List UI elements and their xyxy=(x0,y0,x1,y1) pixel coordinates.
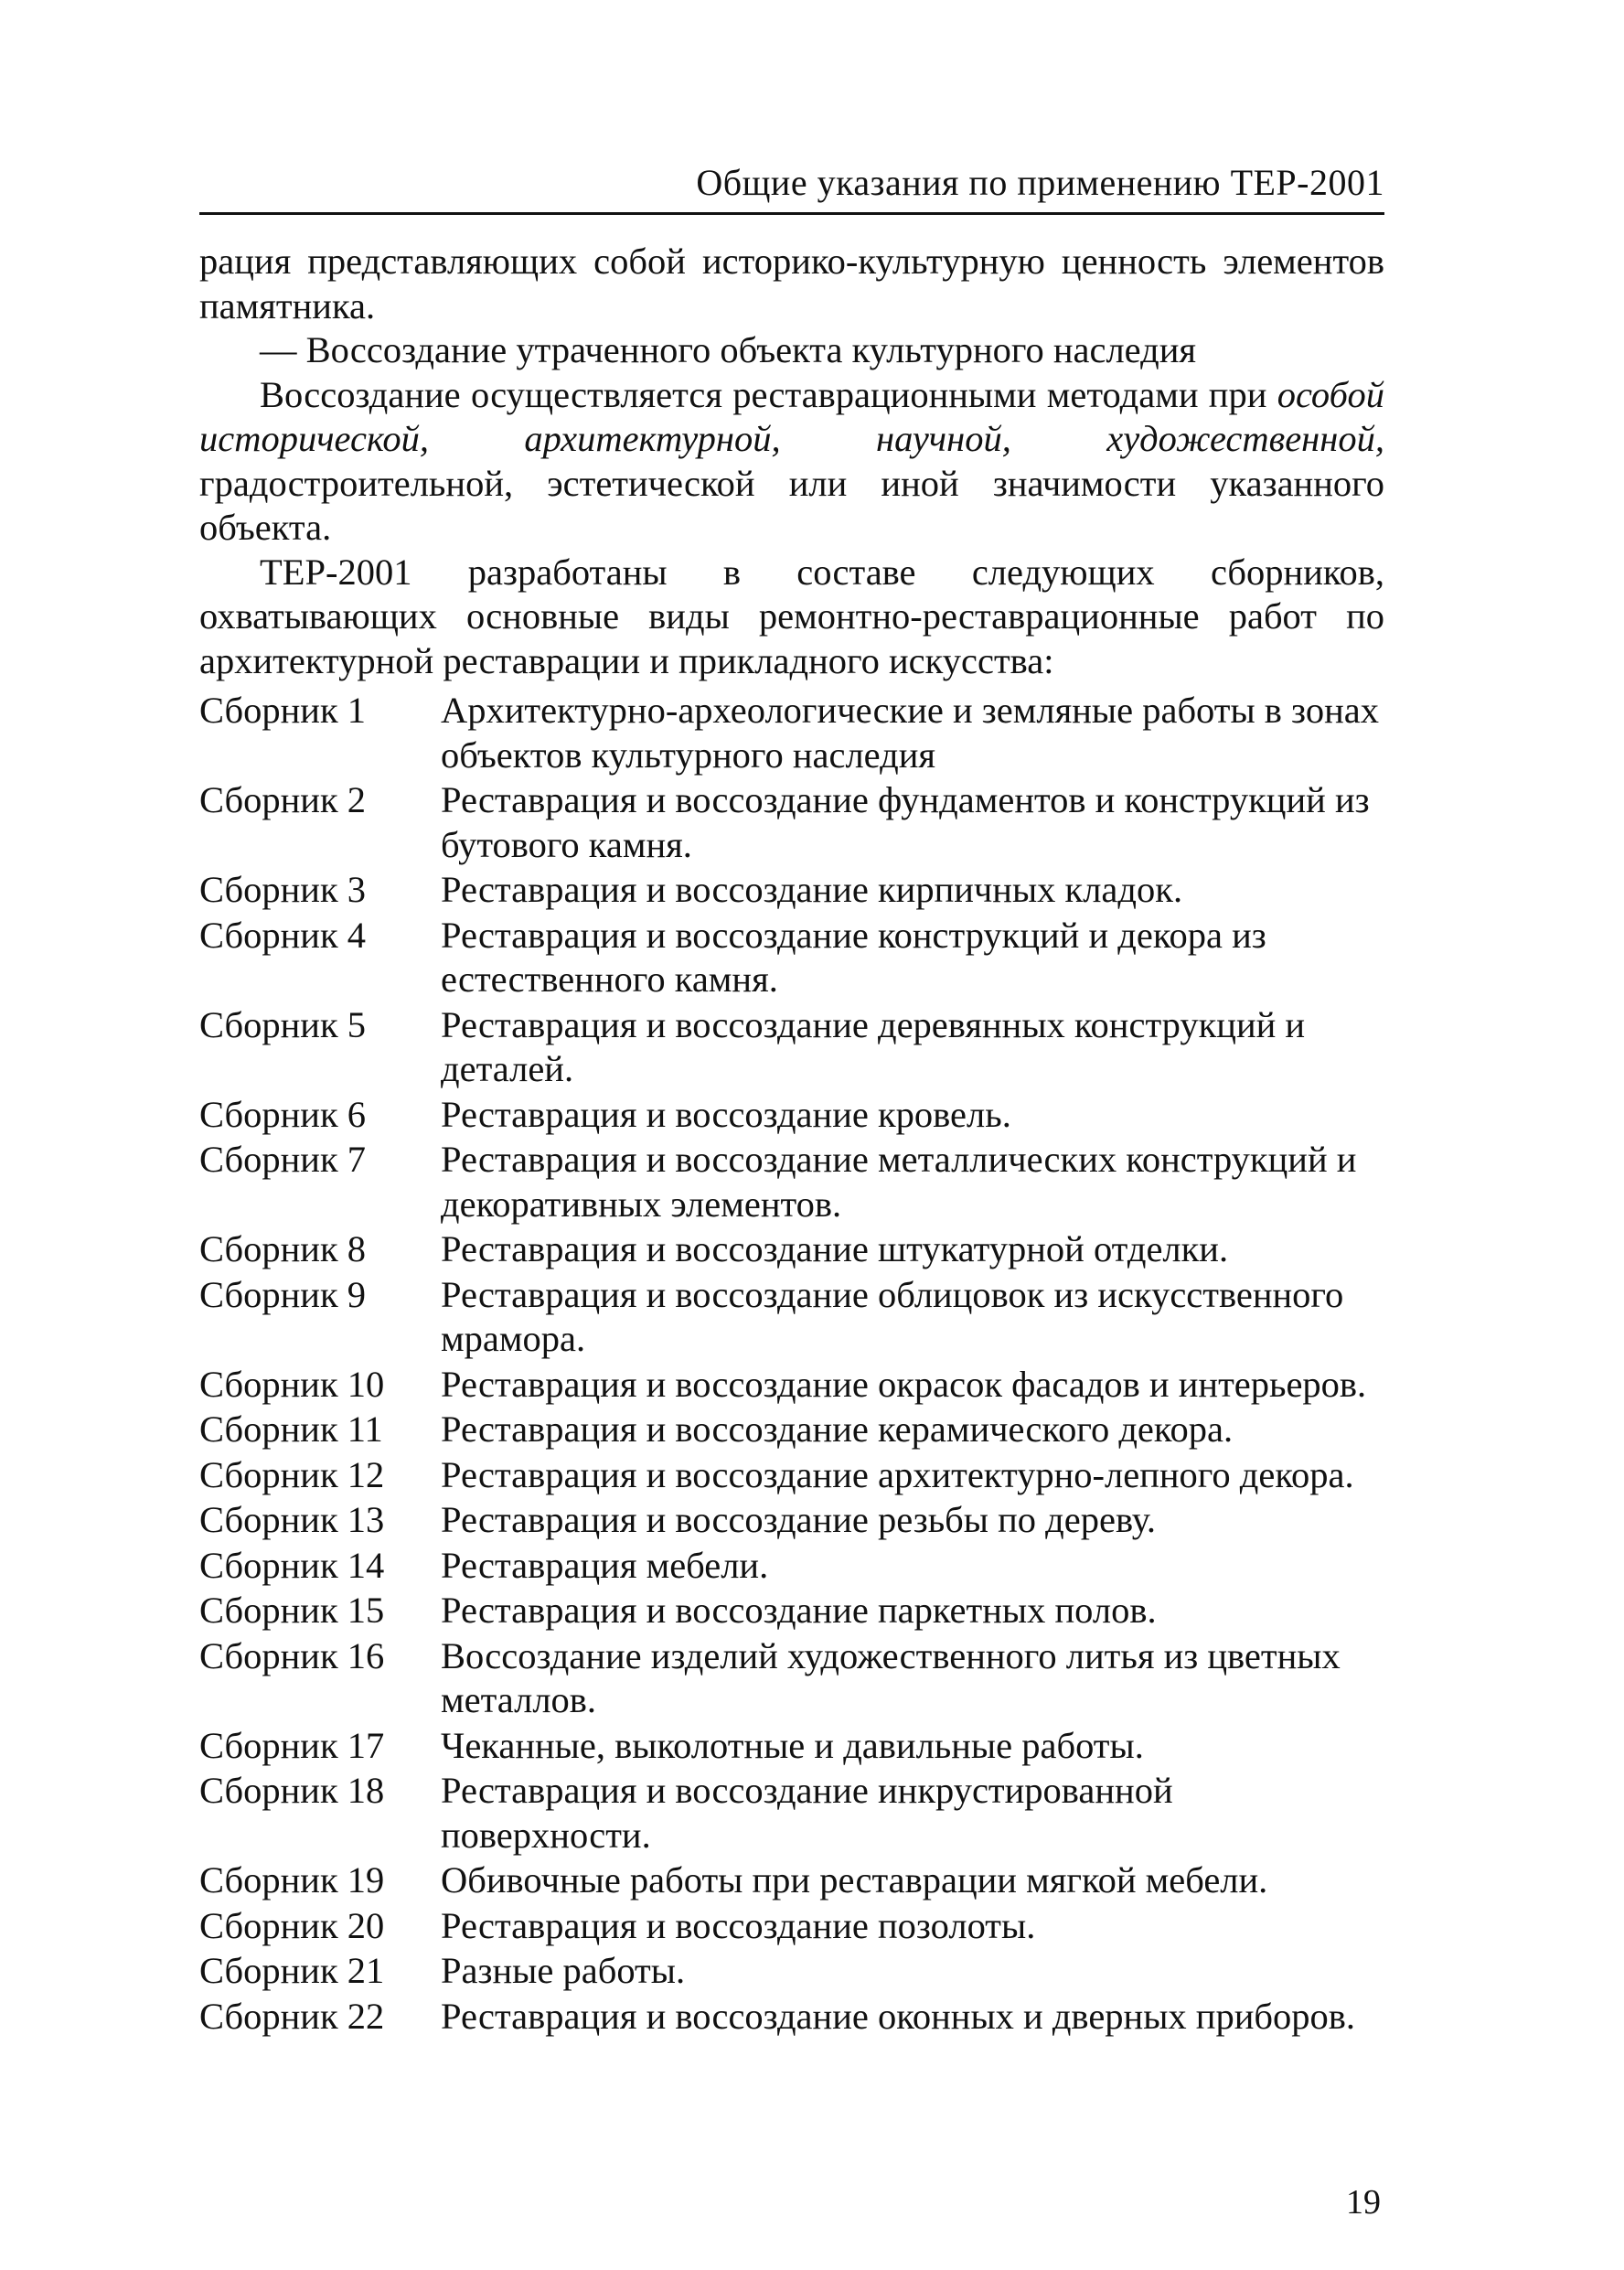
collection-label: Сборник 3 xyxy=(199,869,367,910)
collection-description: Архитектурно-археологические и земляные работы в зонах объектов культурного наследия xyxy=(441,690,1379,776)
list-item xyxy=(199,1138,1384,1226)
collection-description: Реставрация и воссоздание кирпичных кладок. xyxy=(441,869,1183,910)
list-item xyxy=(199,868,1384,913)
collection-label: Сборник 13 xyxy=(199,1499,385,1540)
collection-label: Сборник 17 xyxy=(199,1724,385,1766)
list-item xyxy=(199,1003,1384,1092)
list-item xyxy=(199,778,1384,867)
collection-label: Сборник 9 xyxy=(199,1273,367,1315)
list-item xyxy=(199,1363,1384,1408)
collection-description: Реставрация и воссоздание архитектурно-лепного декора. xyxy=(441,1453,1354,1495)
collection-description: Обивочные работы при реставрации мягкой мебели. xyxy=(441,1859,1268,1901)
collection-description: Реставрация и воссоздание кровель. xyxy=(441,1093,1011,1135)
collection-description: Реставрация и воссоздание инкрустированной поверхности. xyxy=(441,1770,1173,1856)
list-item xyxy=(199,1724,1384,1769)
collection-description: Реставрация и воссоздание паркетных полов. xyxy=(441,1590,1157,1631)
list-item xyxy=(199,1769,1384,1858)
collection-description: Реставрация и воссоздание облицовок из искусственного мрамора. xyxy=(441,1273,1344,1359)
collection-description: Реставрация и воссоздание конструкций и декора из естественного камня. xyxy=(441,914,1266,1000)
collections-list xyxy=(199,689,1384,2039)
collection-label: Сборник 4 xyxy=(199,914,367,956)
collection-description: Разные работы. xyxy=(441,1950,686,1991)
paragraph-recreation-definition xyxy=(199,373,1384,551)
collection-description: Реставрация и воссоздание оконных и дверных приборов. xyxy=(441,1995,1356,2037)
page-number: 19 xyxy=(1346,2183,1381,2222)
list-item xyxy=(199,1273,1384,1362)
collection-label: Сборник 6 xyxy=(199,1093,367,1135)
paragraph-text-end: градостроительной, эстетической или иной значимости указанного объекта. xyxy=(199,462,1384,548)
list-item xyxy=(199,1949,1384,1994)
list-item xyxy=(199,1498,1384,1543)
collection-label: Сборник 20 xyxy=(199,1904,385,1946)
collection-description: Реставрация и воссоздание окрасок фасадов и интерьеров. xyxy=(441,1363,1367,1405)
collection-label: Сборник 2 xyxy=(199,779,367,820)
list-item xyxy=(199,1589,1384,1633)
list-item xyxy=(199,1634,1384,1723)
running-header: Общие указания по применению ТЕР-2001 xyxy=(696,162,1384,203)
list-item xyxy=(199,1544,1384,1589)
collection-label: Сборник 8 xyxy=(199,1228,367,1269)
paragraph-text-start: Воссоздание осуществляется реставрационными методами при xyxy=(260,373,1277,415)
paragraph-continuation: рация представляющих собой историко-культурную ценность элементов памятника. xyxy=(199,241,1384,327)
collection-label: Сборник 16 xyxy=(199,1634,385,1676)
list-item xyxy=(199,1995,1384,2040)
list-item xyxy=(199,914,1384,1002)
collection-description: Реставрация и воссоздание фундаментов и конструкций из бутового камня. xyxy=(441,779,1370,865)
paragraph-heading-recreation: — Воссоздание утраченного объекта культурного наследия xyxy=(260,329,1197,370)
collection-description: Реставрация мебели. xyxy=(441,1544,769,1586)
list-item xyxy=(199,1408,1384,1452)
collection-label: Сборник 22 xyxy=(199,1995,385,2037)
page-body xyxy=(199,240,1384,2040)
collection-description: Чеканные, выколотные и давильные работы. xyxy=(441,1724,1144,1766)
collection-description: Реставрация и воссоздание позолоты. xyxy=(441,1904,1036,1946)
collection-label: Сборник 18 xyxy=(199,1770,385,1811)
header-divider xyxy=(199,212,1384,215)
list-item xyxy=(199,1858,1384,1903)
collection-label: Сборник 10 xyxy=(199,1363,385,1405)
collection-label: Сборник 7 xyxy=(199,1139,367,1180)
collection-label: Сборник 12 xyxy=(199,1453,385,1495)
collection-label: Сборник 19 xyxy=(199,1859,385,1901)
paragraph-italic-text: особой исторической, архитектурной, научной, художественной, xyxy=(199,373,1384,459)
collection-label: Сборник 15 xyxy=(199,1590,385,1631)
collection-label: Сборник 1 xyxy=(199,690,367,731)
collection-description: Реставрация и воссоздание металлических конструкций и декоративных элементов. xyxy=(441,1139,1357,1225)
collection-label: Сборник 14 xyxy=(199,1544,385,1586)
collection-label: Сборник 11 xyxy=(199,1408,383,1450)
collection-description: Реставрация и воссоздание деревянных конструкций и деталей. xyxy=(441,1003,1306,1089)
list-item xyxy=(199,1904,1384,1949)
collection-label: Сборник 5 xyxy=(199,1003,367,1045)
paragraph-collections-intro: ТЕР-2001 разработаны в составе следующих сборников, охватывающих основные виды ремонтно-реставрационные работ по архитектурной реставрации и прикладного искусства: xyxy=(199,551,1384,681)
list-item xyxy=(199,1093,1384,1138)
collection-description: Воссоздание изделий художественного литья из цветных металлов. xyxy=(441,1634,1341,1720)
collection-description: Реставрация и воссоздание керамического декора. xyxy=(441,1408,1234,1450)
list-item xyxy=(199,689,1384,777)
collection-description: Реставрация и воссоздание резьбы по дереву. xyxy=(441,1499,1157,1540)
list-item xyxy=(199,1227,1384,1272)
collection-description: Реставрация и воссоздание штукатурной отделки. xyxy=(441,1228,1229,1269)
collection-label: Сборник 21 xyxy=(199,1950,385,1991)
list-item xyxy=(199,1453,1384,1498)
